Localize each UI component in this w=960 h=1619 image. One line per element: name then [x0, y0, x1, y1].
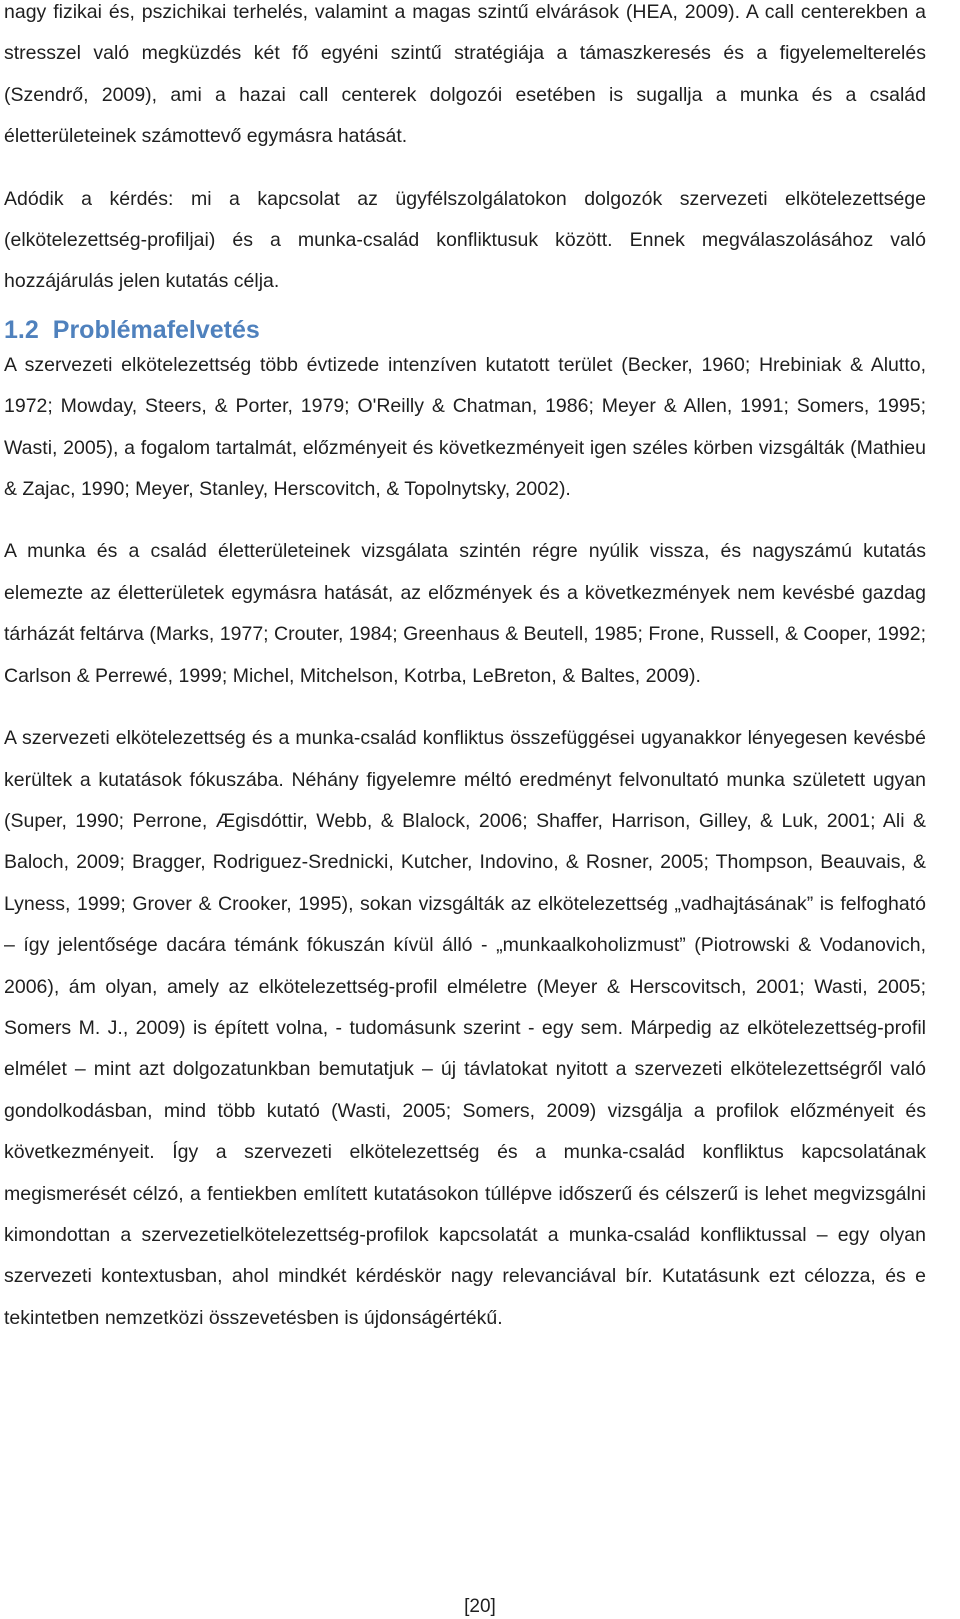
page-number: [20] — [464, 1596, 496, 1617]
paragraph-intro-1: nagy fizikai és, pszichikai terhelés, valamint a magas szintű elvárások (HEA, 2009). A call centerekben a stresszel való megküzdés két fő egyéni szintű stratégiája a támaszkeresés és a figyelemelterelés (Szendrő, 2009), ami a hazai call centerek dolgozói esetében is sugallja a munka és a család életterületeinek számottevő egymásra hatását. — [4, 1, 926, 148]
paragraph-section-2: A munka és a család életterületeinek vizsgálata szintén régre nyúlik vissza, és nagyszámú kutatás elemezte az életterületek egymásra hatását, az előzmények és a következmények nem kevésbé gazdag tárházát feltárva (Marks, 1977; Crouter, 1984; Greenhaus & Beutell, 1985; Frone, Russell, & Cooper, 1992; Carlson & Perrewé, 1999; Michel, Mitchelson, Kotrba, LeBreton, & Baltes, 2009). — [4, 540, 926, 687]
paragraph-section-1: A szervezeti elkötelezettség több évtizede intenzíven kutatott terület (Becker, 1960; Hrebiniak & Alutto, 1972; Mowday, Steers, & Porter, 1979; O'Reilly & Chatman, 1986; Meyer & Allen, 1991; Somers, 1995; Wasti, 2005), a fogalom tartalmát, előzményeit és következményeit igen széles körben vizsgálták (Mathieu & Zajac, 1990; Meyer, Stanley, Herscovitch, & Topolnytsky, 2002). — [4, 353, 926, 501]
section-number: 1.2 — [4, 315, 39, 344]
section-heading — [4, 313, 926, 347]
paragraph-section-3: A szervezeti elkötelezettség és a munka-család konfliktus összefüggései ugyanakkor lényegesen kevésbé kerültek a kutatások fókuszába. Néhány figyelemre méltó eredményt felvonultató munka született ugyan (Super, 1990; Perrone, Ægisdóttir, Webb, & Blalock, 2006; Shaffer, Harrison, Gilley, & Luk, 2001; Ali & Baloch, 2009; Bragger, Rodriguez-Srednicki, Kutcher, Indovino, & Rosner, 2005; Thompson, Beauvais, & Lyness, 1999; Grover & Crooker, 1995), sokan vizsgálták az elkötelezettség „vadhajtásának” is felfogható – így jelentősége dacára témánk fókuszán kívül álló - „munkaalkoholizmust” (Piotrowski & Vodanovich, 2006), ám olyan, amely az elkötelezettség-profil elméletre (Meyer & Herscovitsch, 2001; Wasti, 2005; Somers M. J., 2009) is épített volna, - tudomásunk szerint - egy sem. Márpedig az elkötelezettség-profil elmélet – mint azt dolgozatunkban bemutatjuk – új távlatokat nyitott a szervezeti elkötelezettségről való gondolkodásban, mind több kutató (Wasti, 2005; Somers, 2009) vizsgálja a profilok előzményeit és következményeit. Így a szervezeti elkötelezettség és a munka-család konfliktus kapcsolatának megismerését célzó, a fentiekben említett kutatásokon túllépve időszerű és célszerű is lehet megvizsgálni kimondottan a szervezetielkötelezettség-profilok kapcsolatát a munka-család konfliktussal – egy olyan szervezeti kontextusban, ahol mindkét kérdéskör nagy relevanciával bír. Kutatásunk ezt célozza, és e tekintetben nemzetközi összevetésben is újdonságértékű. — [4, 727, 926, 1329]
paragraph-intro-2: Adódik a kérdés: mi a kapcsolat az ügyfélszolgálatokon dolgozók szervezeti elkötelezettsége (elkötelezettség-profiljai) és a munka-család konfliktusuk között. Ennek megválaszolásához való hozzájárulás jelen kutatás célja. — [4, 187, 926, 293]
document-body — [4, 0, 926, 1339]
section-title: Problémafelvetés — [52, 315, 260, 344]
